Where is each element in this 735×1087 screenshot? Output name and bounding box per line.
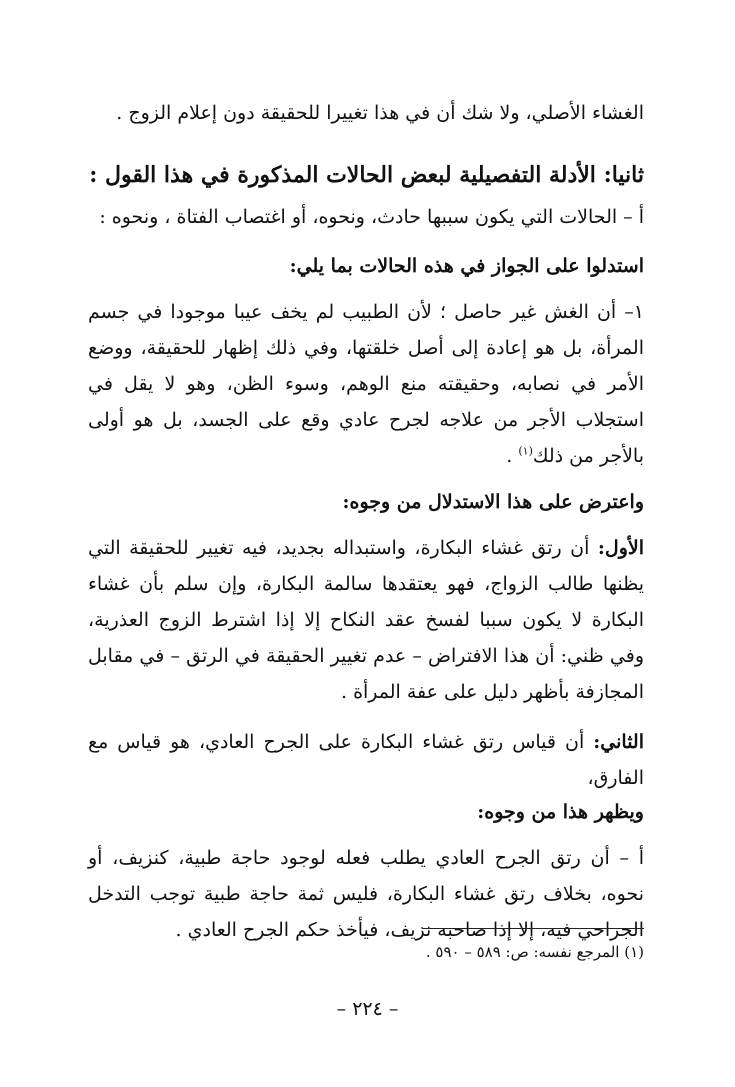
first-objection-label: الأول: — [597, 537, 644, 559]
point-a-paragraph: أ – أن رتق الجرح العادي يطلب فعله لوجود حاجة طبية، كنزيف، أو نحوه، بخلاف رتق غشاء البكارة، فليس ثمة حاجة طبية توجب التدخل الجراحي فيه، إلا إذا صاحبه نزيف، فيأخذ حكم الجرح العادي . — [88, 847, 644, 941]
item-a-line: أ – الحالات التي يكون سببها حادث، ونحوه، أو اغتصاب الفتاة ، ونحوه : — [99, 206, 644, 228]
footnote-divider — [422, 928, 644, 929]
document-body — [88, 92, 644, 948]
objection-heading: واعترض على هذا الاستدلال من وجوه: — [342, 491, 644, 513]
footnote: (١) المرجع نفسه: ص: ٥٨٩ – ٥٩٠ . — [425, 943, 644, 961]
section-heading: ثانيا: الأدلة التفصيلية لبعض الحالات المذكورة في هذا القول : — [89, 162, 644, 188]
evidence-heading: استدلوا على الجواز في هذه الحالات بما يلي: — [289, 255, 644, 277]
second-objection-subheading: ويظهر هذا من وجوه: — [477, 801, 644, 823]
second-objection-text: أن قياس رتق غشاء البكارة على الجرح العادي، هو قياس مع الفارق، — [88, 731, 644, 789]
second-objection-paragraph — [88, 724, 644, 796]
page-number: – ٢٢٤ – — [336, 998, 399, 1020]
evidence-end: . — [506, 445, 519, 467]
footnote-marker: (١) — [518, 444, 533, 458]
first-objection-text: أن رتق غشاء البكارة، واستبداله بجديد، فيه تغيير للحقيقة التي يظنها طالب الزواج، فهو يعتقدها سالمة البكارة، وإن سلم بأن غشاء البكارة لا يكون سببا لفسخ عقد النكاح إلا إذا اشترط الزوج العذرية، وفي ظني: أن هذا الافتراض – عدم تغيير الحقيقة في الرتق – في مقابل المجازفة بأظهر دليل على عفة المرأة . — [88, 537, 644, 703]
first-objection-paragraph — [88, 530, 644, 710]
second-objection-label: الثاني: — [593, 731, 644, 753]
intro-line: الغشاء الأصلي، ولا شك أن في هذا تغييرا للحقيقة دون إعلام الزوج . — [116, 102, 644, 124]
evidence-paragraph — [88, 294, 644, 474]
evidence-text: ١– أن الغش غير حاصل ؛ لأن الطبيب لم يخف عيبا موجودا في جسم المرأة، بل هو إعادة إلى أصل خلقتها، وفي ذلك إظهار للحقيقة، ووضع الأمر في نصابه، وحقيقته منع الوهم، وسوء الظن، وهو لا يقل في استجلاب الأجر من علاجه لجرح عادي وقع على الجسد، بل هو أولى بالأجر من ذلك — [88, 301, 644, 467]
